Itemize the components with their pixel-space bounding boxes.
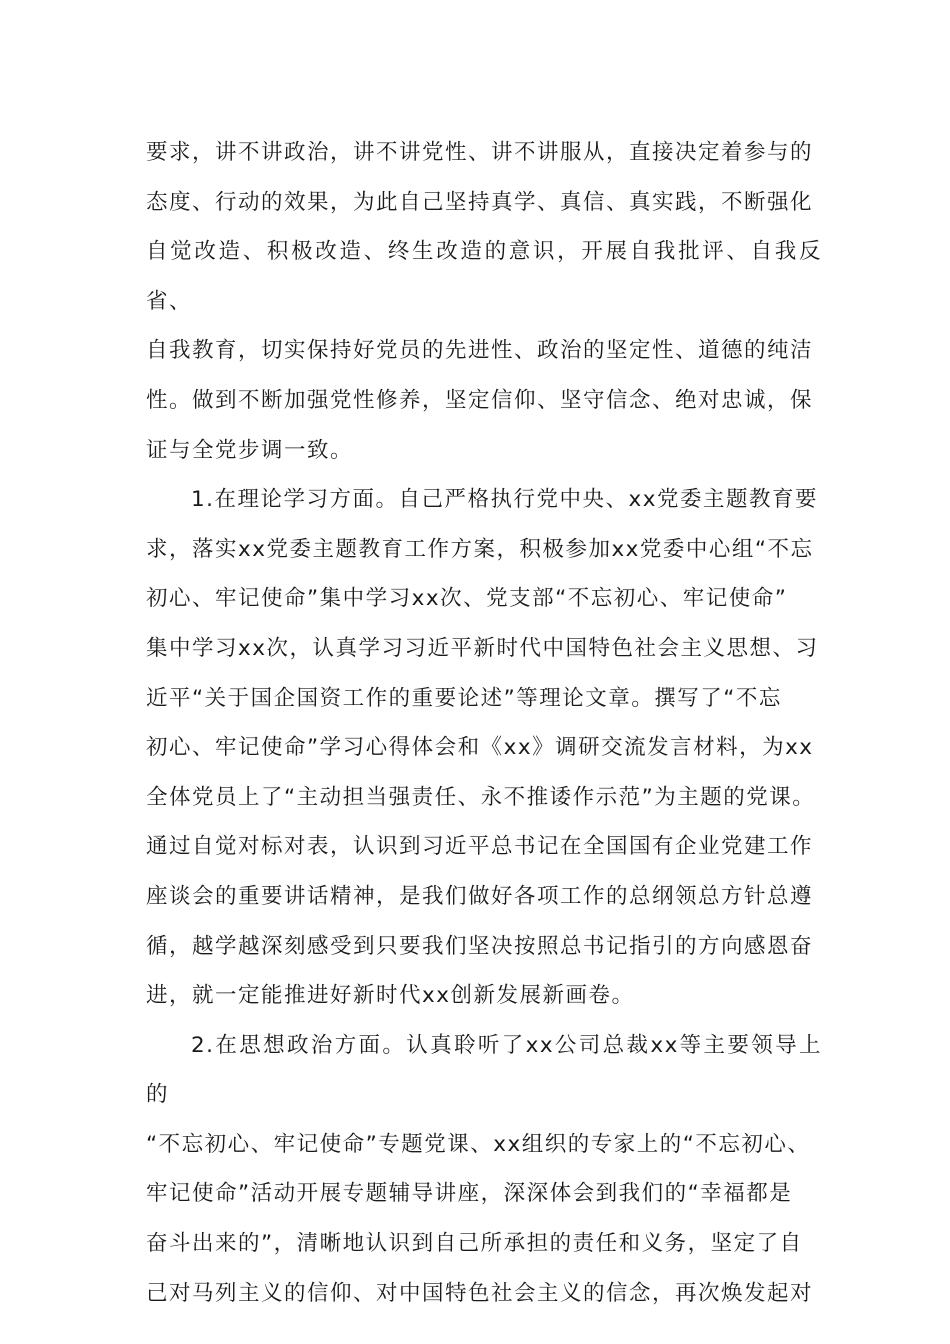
text-line: 座谈会的重要讲话精神，是我们做好各项工作的总纲领总方针总遵 xyxy=(146,883,814,909)
text-line: 自我教育，切实保持好党员的先进性、政治的坚定性、道德的纯洁 xyxy=(146,338,814,364)
text-line: “不忘初心、牢记使命”专题党课、xx组织的专家上的“不忘初心、 xyxy=(146,1131,811,1157)
text-line: 集中学习xx次，认真学习习近平新时代中国特色社会主义思想、习 xyxy=(146,635,819,661)
text-line: 循，越学越深刻感受到只要我们坚决按照总书记指引的方向感恩奋 xyxy=(146,933,814,959)
text-line: 进，就一定能推进好新时代xx创新发展新画卷。 xyxy=(146,983,635,1009)
text-line: 初心、牢记使命”学习心得体会和《xx》调研交流发言材料，为xx xyxy=(146,735,814,761)
text-line: 牢记使命”活动开展专题辅导讲座，深深体会到我们的“幸福都是 xyxy=(146,1181,793,1207)
text-line: 通过自觉对标对表，认识到习近平总书记在全国国有企业党建工作 xyxy=(146,834,814,860)
text-line: 1.在理论学习方面。自己严格执行党中央、xx党委主题教育要 xyxy=(191,487,818,513)
document-body xyxy=(146,128,822,1318)
paragraph-political-thought xyxy=(146,1021,822,1319)
text-line: 近平“关于国企国资工作的重要论述”等理论文章。撰写了“不忘 xyxy=(146,685,782,711)
text-line: 证与全党步调一致。 xyxy=(146,437,354,463)
text-line: 态度、行动的效果，为此自己坚持真学、真信、真实践，不断强化 xyxy=(146,189,814,215)
text-line: 自觉改造、积极改造、终生改造的意识，开展自我批评、自我反省、 xyxy=(146,239,822,314)
text-line: 2.在思想政治方面。认真聆听了xx公司总裁xx等主要领导上的 xyxy=(146,1032,822,1108)
paragraph-continuation xyxy=(146,128,822,475)
paragraph-theory-study xyxy=(146,475,822,1021)
text-line: 要求，讲不讲政治，讲不讲党性、讲不讲服从，直接决定着参与的 xyxy=(146,140,814,165)
text-line: 全体党员上了“主动担当强责任、永不推诿作示范”为主题的党课。 xyxy=(146,784,816,810)
text-line: 奋斗出来的”，清晰地认识到自己所承担的责任和义务，坚定了自 xyxy=(146,1231,803,1257)
text-line: 性。做到不断加强党性修养，坚定信仰、坚守信念、绝对忠诚，保 xyxy=(146,387,814,413)
text-line: 己对马列主义的信仰、对中国特色社会主义的信念，再次焕发起对 xyxy=(146,1280,814,1306)
text-line: 求，落实xx党委主题教育工作方案，积极参加xx党委中心组“不忘 xyxy=(146,536,814,562)
text-line: 初心、牢记使命”集中学习xx次、党支部“不忘初心、牢记使命” xyxy=(146,586,788,612)
